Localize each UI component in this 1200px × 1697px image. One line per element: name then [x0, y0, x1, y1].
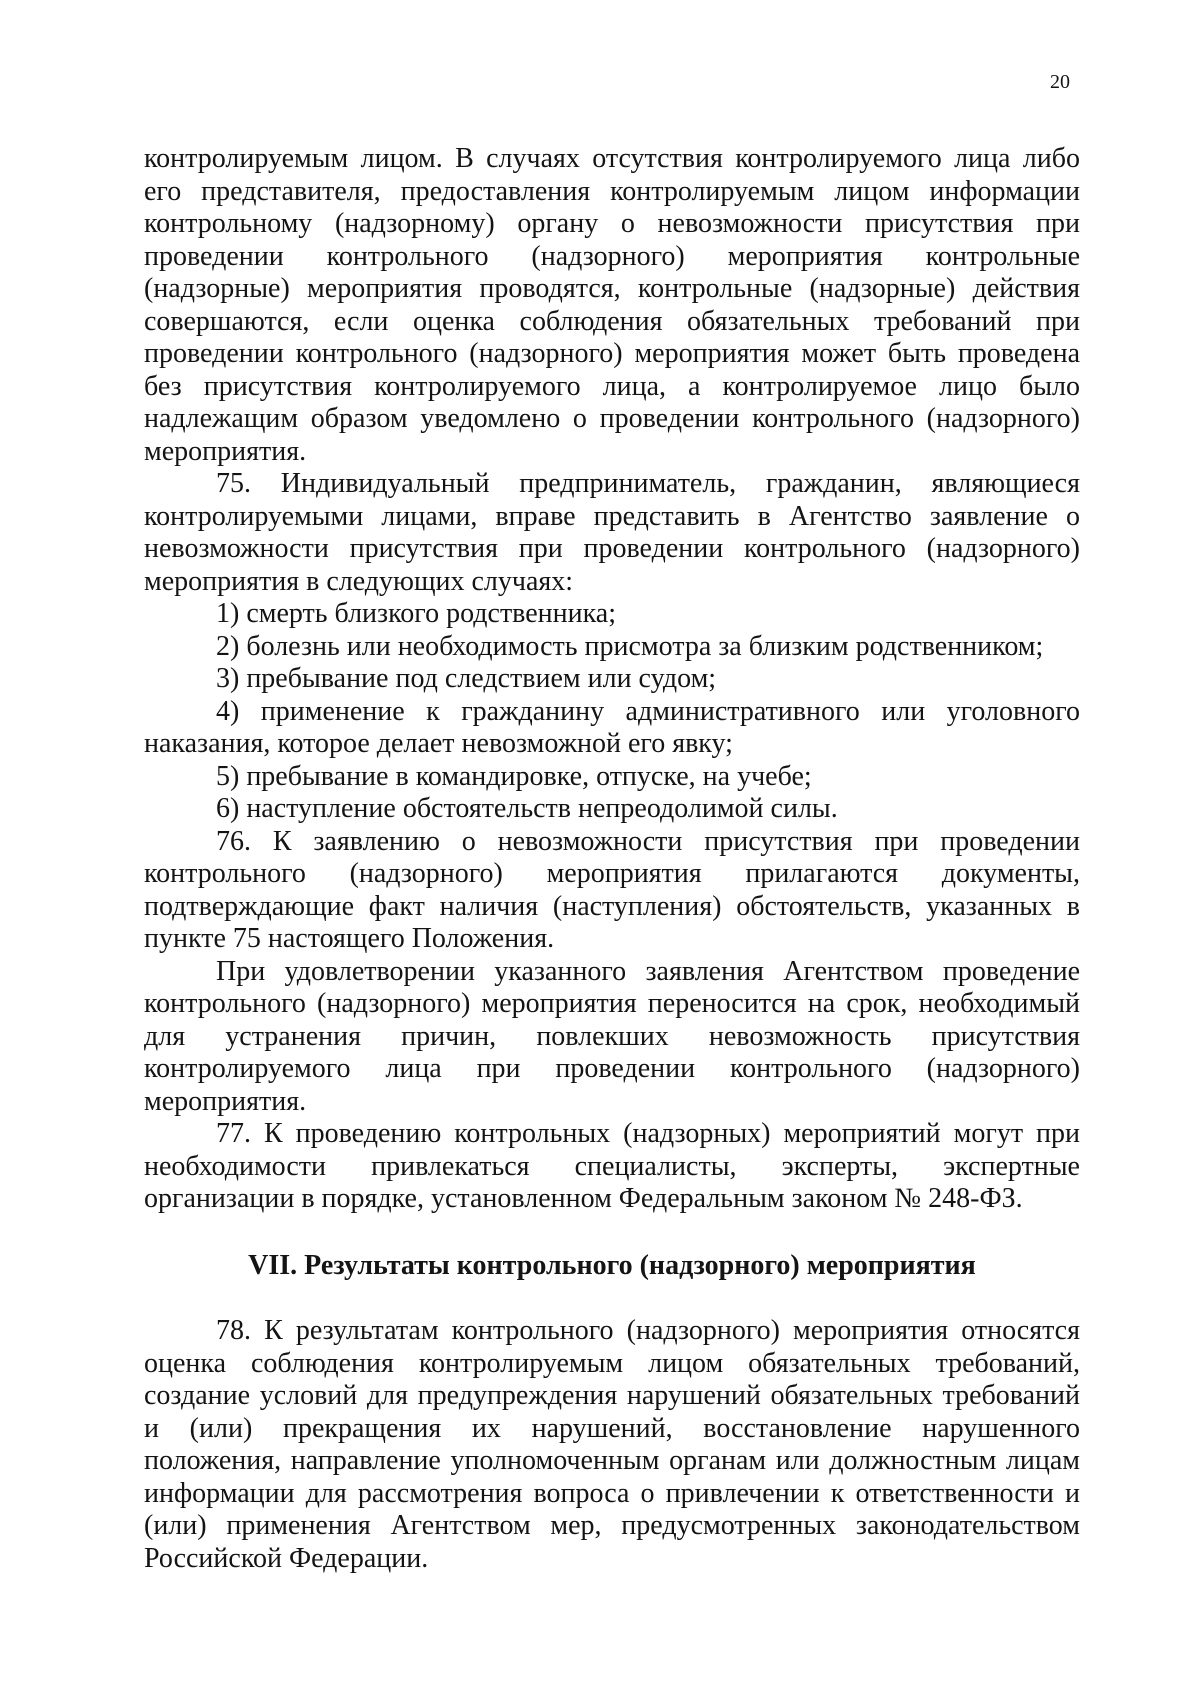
list-item-5: 5) пребывание в командировке, отпуске, на учебе; — [216, 760, 812, 792]
list-item-6: 6) наступление обстоятельств непреодолимой силы. — [216, 793, 838, 824]
paragraph-continuation: контролируемым лицом. В случаях отсутствия контролируемого лица либо его представителя, предоставления контролируемым лицом информации контрольному (надзорному) органу о невозможности присутствия при проведении контрольного (надзорного) мероприятия контрольные (надзорные) мероприятия проводятся, контрольные (надзорные) действия совершаются, если оценка соблюдения обязательных требований при проведении контрольного (надзорного) мероприятия может быть проведена без присутствия контролируемого лица, а контролируемое лицо было надлежащим образом уведомлено о проведении контрольного (надзорного) мероприятия. — [144, 143, 1080, 467]
section-heading: VII. Результаты контрольного (надзорного) мероприятия — [248, 1249, 976, 1281]
paragraph-item-76: 76. К заявлению о невозможности присутствия при проведении контрольного (надзорного) мероприятия прилагаются документы, подтверждающие факт наличия (наступления) обстоятельств, указанных в пункте 75 настоящего Положения. — [144, 825, 1080, 954]
page-number: 20 — [1050, 71, 1070, 93]
paragraph-item-76-continued: При удовлетворении указанного заявления Агентством проведение контрольного (надзорного) мероприятия переносится на срок, необходимый для устранения причин, повлекших невозможность присутствия контролируемого лица при проведении контрольного (надзорного) мероприятия. — [144, 955, 1080, 1117]
list-item-2: 2) болезнь или необходимость присмотра за близким родственником; — [216, 630, 1044, 662]
paragraph-item-77: 77. К проведению контрольных (надзорных) мероприятий могут при необходимости привлекаться специалисты, эксперты, экспертные организации в порядке, установленном Федеральным законом № 248-ФЗ. — [144, 1118, 1080, 1214]
document-body — [144, 143, 1080, 1575]
paragraph-item-75: 75. Индивидуальный предприниматель, гражданин, являющиеся контролируемыми лицами, вправе представить в Агентство заявление о невозможности присутствия при проведении контрольного (надзорного) мероприятия в следующих случаях: — [144, 468, 1080, 597]
list-item-3: 3) пребывание под следствием или судом; — [216, 663, 717, 694]
paragraph-item-78: 78. К результатам контрольного (надзорного) мероприятия относятся оценка соблюдения контролируемым лицом обязательных требований, создание условий для предупреждения нарушений обязательных требований и (или) прекращения их нарушений, восстановление нарушенного положения, направление уполномоченным органам или должностным лицам информации для рассмотрения вопроса о привлечении к ответственности и (или) применения Агентством мер, предусмотренных законодательством Российской Федерации. — [144, 1315, 1080, 1574]
list-item-1: 1) смерть близкого родственника; — [216, 598, 616, 629]
list-item-4: 4) применение к гражданину административного или уголовного наказания, которое делает невозможной его явку; — [144, 695, 1080, 759]
